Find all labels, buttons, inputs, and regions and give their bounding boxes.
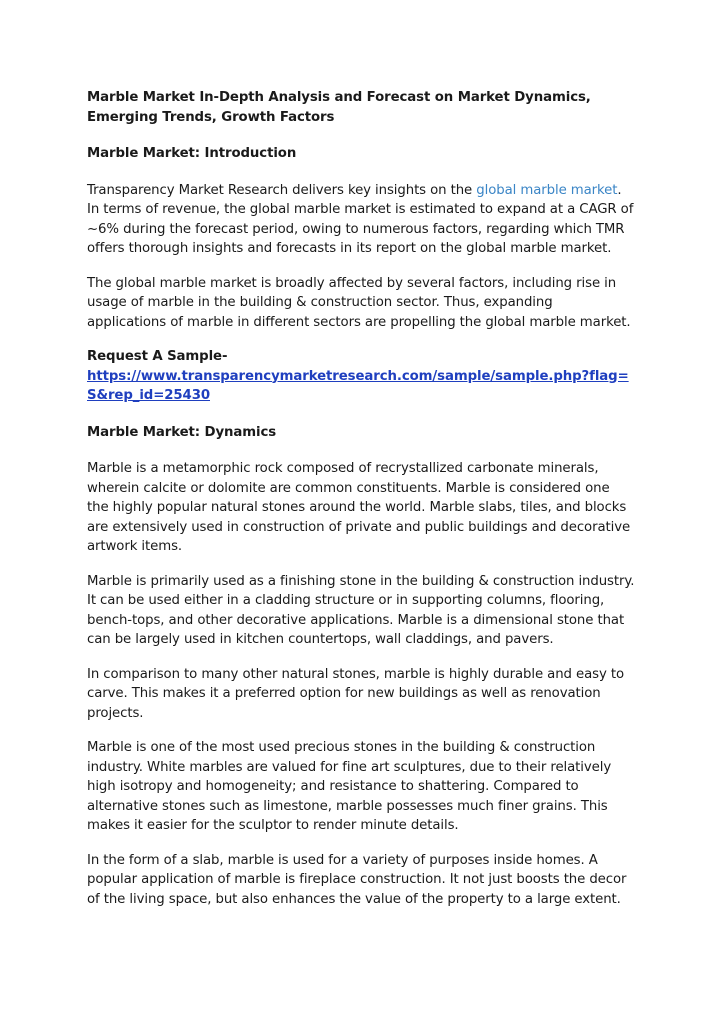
global-marble-market-link[interactable]: global marble market bbox=[476, 182, 618, 198]
document-body bbox=[87, 88, 635, 924]
dynamics-heading: Marble Market: Dynamics bbox=[87, 424, 277, 440]
introduction-paragraph-1 bbox=[87, 181, 635, 259]
dynamics-paragraph-2: Marble is primarily used as a finishing stone in the building & construction industry. It can be used either in a cladding structure or in supporting columns, flooring, bench-tops, and other decorative applications. Marble is a dimensional stone that can be largely used in kitchen countertops, wall claddings, and pavers. bbox=[87, 573, 635, 647]
dynamics-paragraph-1: Marble is a metamorphic rock composed of recrystallized carbonate minerals, wherein calcite or dolomite are common constituents. Marble is considered one the highly popular natural stones around the world. Marble slabs, tiles, and blocks are extensively used in construction of private and public buildings and decorative artwork items. bbox=[87, 461, 631, 554]
request-sample-link[interactable]: https://www.transparencymarketresearch.com/sample/sample.php?flag=S&rep_id=25430 bbox=[87, 368, 629, 403]
dynamics-paragraph-5: In the form of a slab, marble is used for a variety of purposes inside homes. A popular application of marble is fireplace construction. It not just boosts the decor of the living space, but also enhances the value of the property to a large extent. bbox=[87, 852, 627, 907]
dynamics-paragraph-4: Marble is one of the most used precious stones in the building & construction industry. White marbles are valued for fine art sculptures, due to their relatively high isotropy and homogeneity; and resistance to shattering. Compared to alternative stones such as limestone, marble possesses much finer grains. This makes it easier for the sculptor to render minute details. bbox=[87, 740, 612, 833]
dynamics-paragraph-3: In comparison to many other natural stones, marble is highly durable and easy to carve. This makes it a preferred option for new buildings as well as renovation projects. bbox=[87, 666, 625, 721]
intro-text-before-link: Transparency Market Research delivers key insights on the bbox=[87, 182, 477, 198]
request-sample-block bbox=[87, 347, 635, 406]
introduction-paragraph-2: The global marble market is broadly affected by several factors, including rise in usage of marble in the building & construction sector. Thus, expanding applications of marble in different sectors are propelling the global marble market. bbox=[87, 275, 631, 330]
request-sample-label: Request A Sample- bbox=[87, 349, 228, 364]
document-title: Marble Market In-Depth Analysis and Forecast on Market Dynamics, Emerging Trends, Growth Factors bbox=[87, 90, 591, 125]
introduction-heading: Marble Market: Introduction bbox=[87, 146, 297, 161]
intro-text-after-link: . In terms of revenue, the global marble market is estimated to expand at a CAGR of ~6% during the forecast period, owing to numerous factors, regarding which TMR offers thorough insights and forecasts in its report on the global marble market. bbox=[87, 182, 634, 256]
